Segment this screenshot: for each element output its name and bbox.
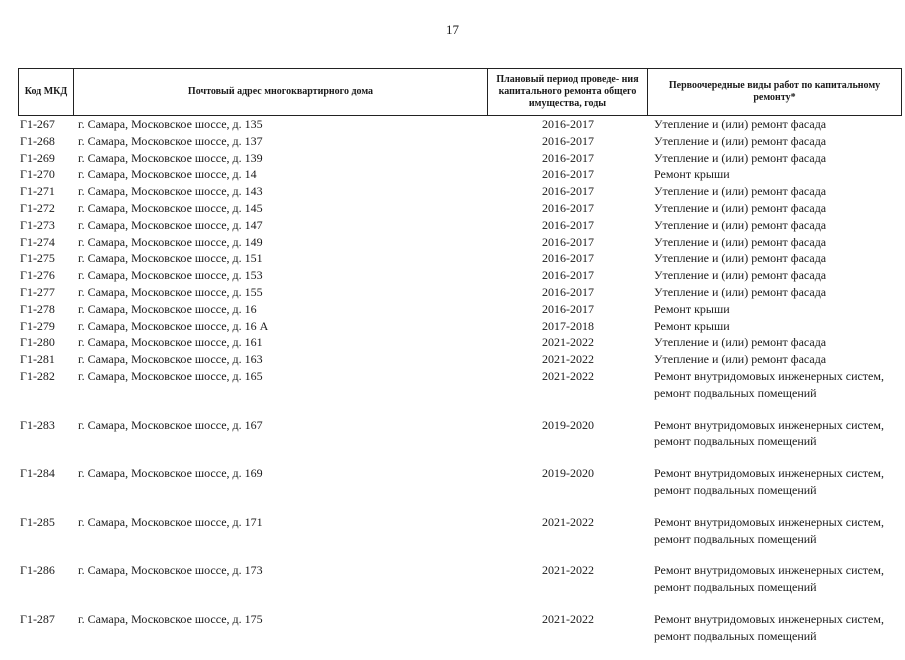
planned-period: 2021-2022	[542, 368, 594, 383]
postal-address: г. Самара, Московское шоссе, д. 137	[78, 133, 263, 148]
priority-works	[648, 334, 902, 351]
table-row	[18, 334, 902, 351]
work-line: Утепление и (или) ремонт фасада	[654, 234, 827, 249]
priority-works	[648, 514, 902, 548]
mkd-code: Г1-271	[20, 184, 55, 199]
table-row	[18, 166, 902, 183]
postal-address: г. Самара, Московское шоссе, д. 153	[78, 268, 263, 283]
priority-works	[648, 318, 902, 335]
mkd-code: Г1-277	[20, 284, 55, 299]
planned-period: 2016-2017	[542, 251, 594, 266]
priority-works	[648, 417, 902, 451]
work-line: Утепление и (или) ремонт фасада	[654, 200, 827, 215]
table-row	[18, 183, 902, 200]
planned-period: 2019-2020	[542, 466, 594, 481]
planned-period: 2019-2020	[542, 417, 594, 432]
priority-works	[648, 368, 902, 402]
postal-address: г. Самара, Московское шоссе, д. 149	[78, 234, 263, 249]
work-line: Утепление и (или) ремонт фасада	[654, 284, 827, 299]
work-line: Ремонт крыши	[654, 318, 730, 333]
priority-works	[648, 301, 902, 318]
postal-address: г. Самара, Московское шоссе, д. 155	[78, 284, 263, 299]
table-row	[18, 611, 902, 645]
work-line: Ремонт крыши	[654, 301, 730, 316]
table-body	[18, 116, 902, 660]
postal-address: г. Самара, Московское шоссе, д. 143	[78, 184, 263, 199]
planned-period: 2016-2017	[542, 150, 594, 165]
priority-works	[648, 562, 902, 596]
planned-period: 2021-2022	[542, 335, 594, 350]
mkd-code: Г1-285	[20, 514, 55, 529]
table-row	[18, 234, 902, 251]
priority-works	[648, 116, 902, 133]
mkd-code: Г1-268	[20, 133, 55, 148]
header-works: Первоочередные виды работ по капитальному ремонту*	[648, 69, 902, 115]
work-line: Ремонт внутридомовых инженерных систем,	[654, 611, 884, 626]
table-row	[18, 465, 902, 499]
postal-address: г. Самара, Московское шоссе, д. 16 А	[78, 318, 269, 333]
postal-address: г. Самара, Московское шоссе, д. 169	[78, 466, 263, 481]
planned-period: 2016-2017	[542, 167, 594, 182]
mkd-code: Г1-267	[20, 117, 55, 131]
mkd-code: Г1-275	[20, 251, 55, 266]
table-row	[18, 417, 902, 451]
postal-address: г. Самара, Московское шоссе, д. 165	[78, 368, 263, 383]
work-line: Утепление и (или) ремонт фасада	[654, 150, 827, 165]
mkd-code: Г1-270	[20, 167, 55, 182]
table-row	[18, 284, 902, 301]
priority-works	[648, 267, 902, 284]
work-line: Ремонт внутридомовых инженерных систем,	[654, 417, 884, 432]
table-row	[18, 133, 902, 150]
work-line: Утепление и (или) ремонт фасада	[654, 133, 827, 148]
work-line: Утепление и (или) ремонт фасада	[654, 251, 827, 266]
work-line: Ремонт крыши	[654, 167, 730, 182]
planned-period: 2021-2022	[542, 611, 594, 626]
mkd-code: Г1-286	[20, 563, 55, 578]
header-address: Почтовый адрес многоквартирного дома	[74, 69, 488, 115]
postal-address: г. Самара, Московское шоссе, д. 16	[78, 301, 257, 316]
table-row	[18, 250, 902, 267]
table-row	[18, 318, 902, 335]
postal-address: г. Самара, Московское шоссе, д. 175	[78, 611, 263, 626]
postal-address: г. Самара, Московское шоссе, д. 135	[78, 117, 263, 131]
planned-period: 2016-2017	[542, 217, 594, 232]
priority-works	[648, 150, 902, 167]
mkd-code: Г1-287	[20, 611, 55, 626]
table-row	[18, 562, 902, 596]
work-line: Ремонт внутридомовых инженерных систем,	[654, 563, 884, 578]
work-line: Ремонт внутридомовых инженерных систем,	[654, 514, 884, 529]
work-line: ремонт подвальных помещений	[654, 434, 817, 449]
planned-period: 2016-2017	[542, 133, 594, 148]
planned-period: 2016-2017	[542, 284, 594, 299]
work-line: Утепление и (или) ремонт фасада	[654, 217, 827, 232]
postal-address: г. Самара, Московское шоссе, д. 163	[78, 352, 263, 367]
postal-address: г. Самара, Московское шоссе, д. 173	[78, 563, 263, 578]
mkd-code: Г1-273	[20, 217, 55, 232]
planned-period: 2016-2017	[542, 234, 594, 249]
priority-works	[648, 183, 902, 200]
postal-address: г. Самара, Московское шоссе, д. 151	[78, 251, 263, 266]
postal-address: г. Самара, Московское шоссе, д. 167	[78, 417, 263, 432]
mkd-code: Г1-269	[20, 150, 55, 165]
postal-address: г. Самара, Московское шоссе, д. 139	[78, 150, 263, 165]
header-period: Плановый период проведе- ния капитального ремонта общего имущества, годы	[488, 69, 648, 115]
priority-works	[648, 217, 902, 234]
priority-works	[648, 351, 902, 368]
planned-period: 2016-2017	[542, 117, 594, 131]
priority-works	[648, 166, 902, 183]
planned-period: 2021-2022	[542, 352, 594, 367]
table-row	[18, 301, 902, 318]
table-row	[18, 116, 902, 133]
work-line: Ремонт внутридомовых инженерных систем,	[654, 466, 884, 481]
planned-period: 2021-2022	[542, 514, 594, 529]
table-row	[18, 217, 902, 234]
mkd-code: Г1-280	[20, 335, 55, 350]
work-line: ремонт подвальных помещений	[654, 580, 817, 595]
table-row	[18, 514, 902, 548]
table-row	[18, 267, 902, 284]
planned-period: 2016-2017	[542, 301, 594, 316]
mkd-code: Г1-283	[20, 417, 55, 432]
work-line: ремонт подвальных помещений	[654, 628, 817, 643]
table-row	[18, 351, 902, 368]
work-line: ремонт подвальных помещений	[654, 482, 817, 497]
work-line: Утепление и (или) ремонт фасада	[654, 184, 827, 199]
table-row	[18, 368, 902, 402]
mkd-code: Г1-276	[20, 268, 55, 283]
header-code: Код МКД	[18, 69, 74, 115]
table-row	[18, 200, 902, 217]
priority-works	[648, 284, 902, 301]
mkd-code: Г1-281	[20, 352, 55, 367]
work-line: Утепление и (или) ремонт фасада	[654, 335, 827, 350]
priority-works	[648, 465, 902, 499]
planned-period: 2016-2017	[542, 268, 594, 283]
priority-works	[648, 250, 902, 267]
mkd-code: Г1-284	[20, 466, 55, 481]
table-header	[18, 68, 902, 116]
mkd-code: Г1-274	[20, 234, 55, 249]
postal-address: г. Самара, Московское шоссе, д. 145	[78, 200, 263, 215]
postal-address: г. Самара, Московское шоссе, д. 171	[78, 514, 263, 529]
work-line: Утепление и (или) ремонт фасада	[654, 117, 827, 131]
postal-address: г. Самара, Московское шоссе, д. 14	[78, 167, 257, 182]
work-line: Утепление и (или) ремонт фасада	[654, 268, 827, 283]
planned-period: 2016-2017	[542, 200, 594, 215]
mkd-code: Г1-279	[20, 318, 55, 333]
page-number: 17	[446, 22, 459, 37]
mkd-code: Г1-278	[20, 301, 55, 316]
mkd-code: Г1-282	[20, 368, 55, 383]
priority-works	[648, 234, 902, 251]
priority-works	[648, 611, 902, 645]
postal-address: г. Самара, Московское шоссе, д. 161	[78, 335, 263, 350]
work-line: Утепление и (или) ремонт фасада	[654, 352, 827, 367]
planned-period: 2021-2022	[542, 563, 594, 578]
priority-works	[648, 200, 902, 217]
planned-period: 2017-2018	[542, 318, 594, 333]
postal-address: г. Самара, Московское шоссе, д. 147	[78, 217, 263, 232]
priority-works	[648, 133, 902, 150]
mkd-code: Г1-272	[20, 200, 55, 215]
table-row	[18, 150, 902, 167]
work-line: ремонт подвальных помещений	[654, 385, 817, 400]
planned-period: 2016-2017	[542, 184, 594, 199]
work-line: ремонт подвальных помещений	[654, 531, 817, 546]
work-line: Ремонт внутридомовых инженерных систем,	[654, 368, 884, 383]
